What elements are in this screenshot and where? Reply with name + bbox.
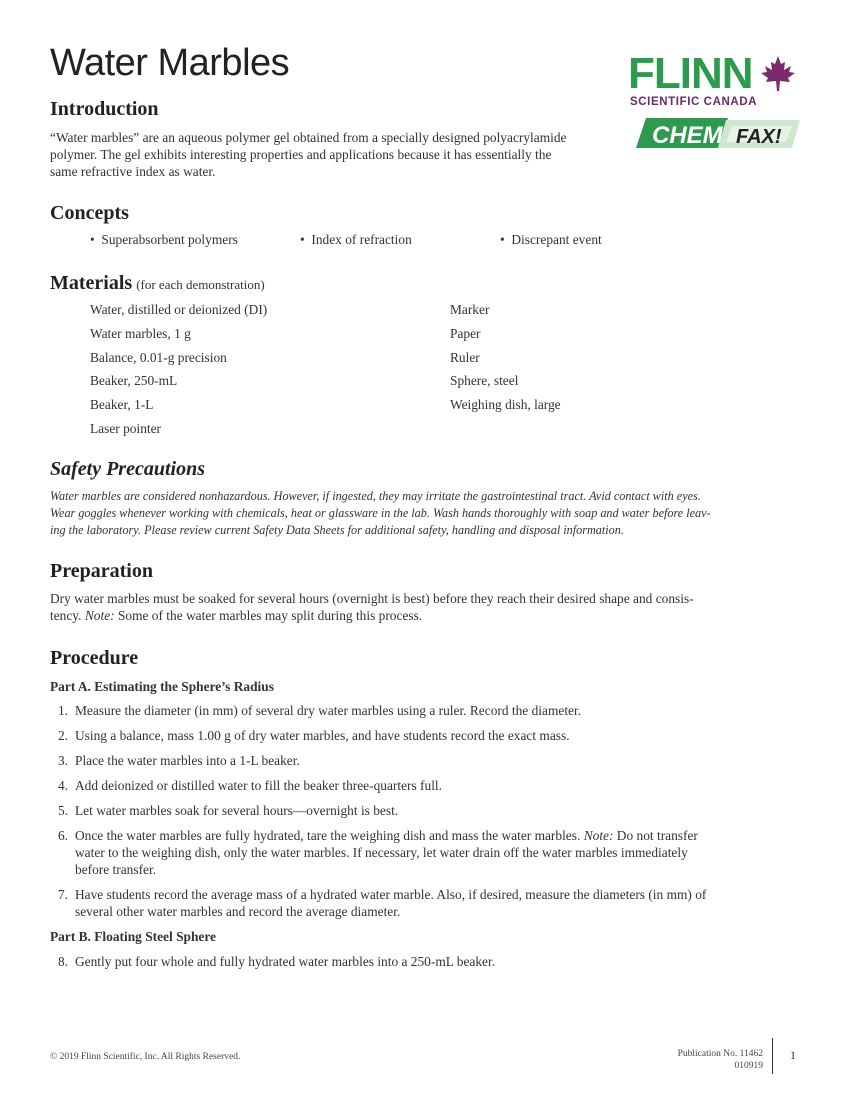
maple-leaf-icon [758, 54, 798, 94]
introduction-line: polymer. The gel exhibits interesting properties and applications because it has essentially the [50, 147, 552, 162]
introduction-line: same refractive index as water. [50, 164, 216, 179]
chem-fax-badge [632, 116, 800, 150]
procedure-heading: Procedure [50, 647, 139, 669]
flinn-logo [628, 49, 800, 152]
publication-number: Publication No. 11462 [677, 1049, 763, 1059]
introduction-line: “Water marbles” are an aqueous polymer gel obtained from a specially designed polyacrylamide [50, 130, 567, 145]
preparation-line: tency. Note: Some of the water marbles may split during this process. [50, 608, 423, 623]
material-item: Laser pointer [90, 420, 162, 436]
preparation-text [50, 590, 694, 624]
material-item: Water, distilled or deionized (DI) [90, 302, 268, 317]
material-item: Beaker, 250-mL [90, 373, 178, 389]
part-a-heading: Part A. Estimating the Sphere’s Radius [50, 679, 274, 694]
materials-heading: Materials (for each demonstration) [50, 272, 265, 294]
page-number: 1 [790, 1048, 796, 1062]
introduction-text [50, 129, 567, 180]
safety-line: ing the laboratory. Please review current Safety Data Sheets for additional safety, handling and disposal information. [50, 523, 624, 537]
publication-code: 010919 [734, 1061, 763, 1071]
preparation-line: Dry water marbles must be soaked for several hours (overnight is best) before they reach their desired shape and consis- [50, 591, 694, 606]
preparation-heading: Preparation [50, 560, 153, 582]
safety-line: Water marbles are considered nonhazardous. However, if ingested, they may irritate the gastrointestinal tract. Avid contact with eyes. [50, 489, 701, 503]
safety-line: Wear goggles whenever working with chemicals, heat or glassware in the lab. Wash hands thoroughly with soap and water before leav- [50, 506, 711, 520]
safety-text [50, 488, 711, 539]
material-item: Beaker, 1-L [90, 397, 154, 413]
materials-list-right [450, 302, 561, 421]
introduction-heading: Introduction [50, 98, 159, 120]
footer-divider [772, 1038, 773, 1074]
concept-item: • Superabsorbent polymers [90, 232, 238, 247]
logo-subtitle: SCIENTIFIC CANADA [630, 96, 758, 108]
material-item: Weighing dish, large [450, 397, 561, 413]
safety-heading: Safety Precautions [50, 458, 205, 480]
part-b-heading: Part B. Floating Steel Sphere [50, 929, 217, 944]
concepts-heading: Concepts [50, 202, 129, 224]
logo-fax-text: FAX! [736, 126, 782, 148]
materials-note: (for each demonstration) [136, 277, 265, 292]
concept-item: • Discrepant event [500, 232, 602, 247]
material-item: Sphere, steel [450, 373, 519, 389]
materials-list-left [90, 302, 267, 445]
material-item: Ruler [450, 349, 480, 365]
procedure-step: 1. Measure the diameter (in mm) of several dry water marbles using a ruler. Record the diameter. [57, 703, 582, 718]
procedure-step: 2. Using a balance, mass 1.00 g of dry water marbles, and have students record the exact mass. [57, 728, 570, 743]
procedure-step: 6. Once the water marbles are fully hydrated, tare the weighing dish and mass the water marbles. Note: Do not transfer water to the weighing dish, only the water marbles. If necessary, let water drain off the water marbles immediately before transfer. [57, 828, 698, 877]
procedure-step: 5. Let water marbles soak for several hours—overnight is best. [57, 803, 399, 818]
material-item: Marker [450, 302, 490, 317]
material-item: Paper [450, 325, 481, 341]
page-title: Water Marbles [50, 42, 290, 84]
procedure-step: 4. Add deionized or distilled water to fill the beaker three-quarters full. [57, 778, 442, 793]
logo-brand: FLINN [628, 49, 753, 98]
material-item: Water marbles, 1 g [90, 325, 191, 341]
copyright: © 2019 Flinn Scientific, Inc. All Rights Reserved. [50, 1052, 241, 1062]
material-item: Balance, 0.01-g precision [90, 349, 227, 365]
logo-chem-text: CHEM [652, 122, 723, 149]
procedure-step: 7. Have students record the average mass of a hydrated water marble. Also, if desired, measure the diameters (in mm) of several other water marbles and record the average diameter. [57, 887, 707, 919]
concept-item: • Index of refraction [300, 232, 412, 247]
publication-info [600, 1048, 763, 1072]
procedure-step: 3. Place the water marbles into a 1-L beaker. [57, 753, 300, 768]
procedure-step: 8. Gently put four whole and fully hydrated water marbles into a 250-mL beaker. [57, 954, 496, 969]
